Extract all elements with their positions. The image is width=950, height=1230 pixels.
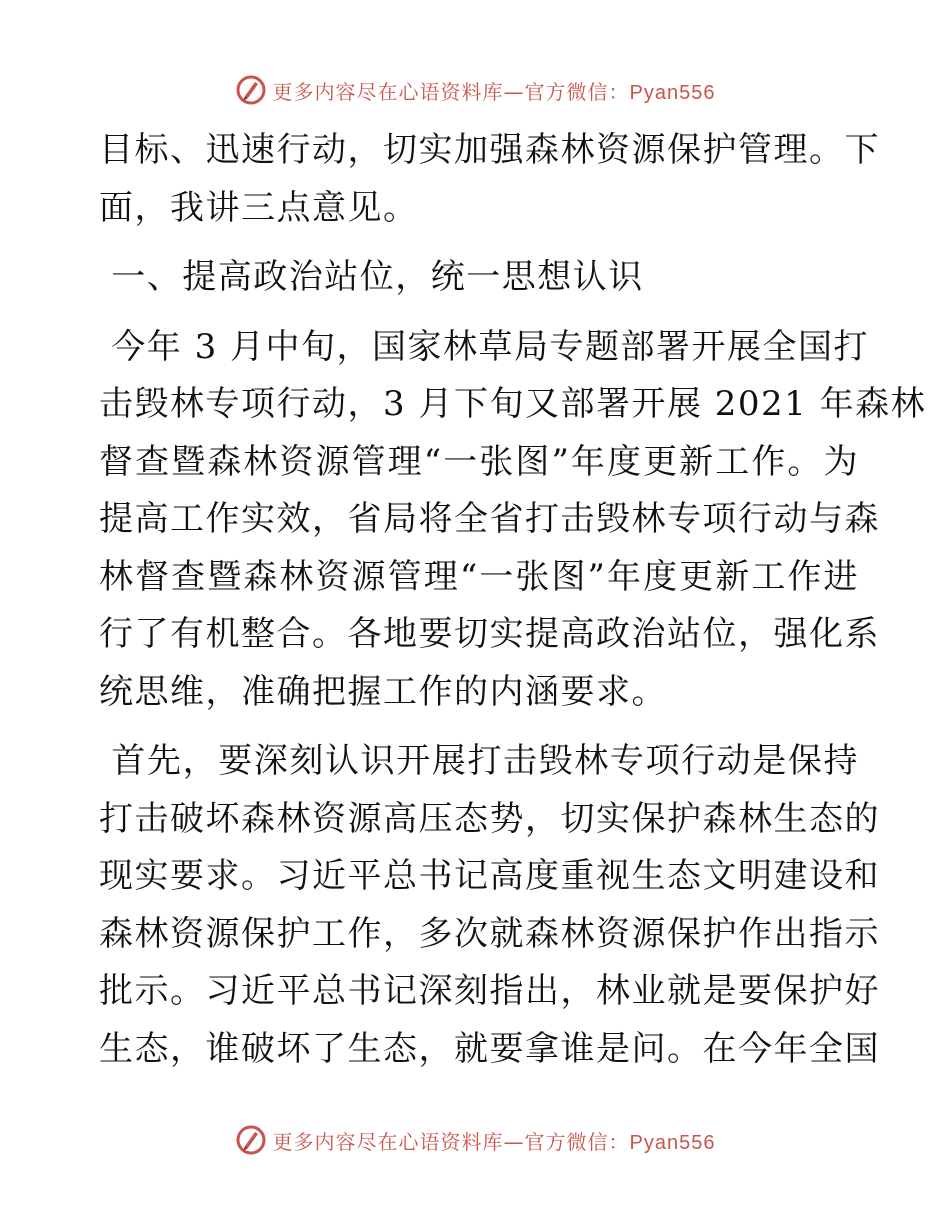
header-watermark xyxy=(0,70,950,110)
watermark-wechat-id: Pyan556 xyxy=(629,1131,716,1154)
text-line: 首先，要深刻认识开展打击毁林专项行动是保持 xyxy=(99,741,859,781)
text-line: 督查暨森林资源管理“一张图”年度更新工作。为 xyxy=(99,441,859,482)
paragraph-2 xyxy=(99,319,927,722)
logo-icon xyxy=(235,74,267,106)
text-line: 目标、迅速行动，切实加强森林资源保护管理。下 xyxy=(99,130,880,170)
watermark-main: 更多内容尽在心语资料库 xyxy=(272,1129,504,1154)
watermark-separator: — xyxy=(503,1129,525,1154)
watermark-text xyxy=(273,1126,716,1155)
document-body xyxy=(99,122,927,1078)
text-line: 击毁林专项行动，3 月下旬又部署开展 2021 年森林 xyxy=(99,384,927,424)
watermark-text xyxy=(273,76,716,105)
text-line: 林督查暨森林资源管理“一张图”年度更新工作进 xyxy=(99,556,859,597)
watermark-main: 更多内容尽在心语资料库 xyxy=(272,79,504,104)
text-line: 批示。习近平总书记深刻指出，林业就是要保护好 xyxy=(99,971,880,1011)
heading-text: 一、提高政治站位，统一思想认识 xyxy=(99,257,644,297)
text-line: 森林资源保护工作，多次就森林资源保护作出指示 xyxy=(99,913,880,954)
text-line: 打击破坏森林资源高压态势，切实保护森林生态的 xyxy=(99,798,880,839)
text-line: 提高工作实效，省局将全省打击毁林专项行动与森 xyxy=(99,499,880,539)
section-heading-1 xyxy=(99,249,859,307)
watermark-tail: 官方微信： xyxy=(524,1129,630,1154)
watermark-tail: 官方微信： xyxy=(524,79,630,104)
text-line: 生态，谁破坏了生态，就要拿谁是问。在今年全国 xyxy=(99,1028,880,1069)
logo-icon xyxy=(235,1124,267,1156)
watermark-wechat-id: Pyan556 xyxy=(629,81,716,104)
text-line: 统思维，准确把握工作的内涵要求。 xyxy=(99,671,667,712)
watermark-separator: — xyxy=(503,79,525,104)
text-line: 面，我讲三点意见。 xyxy=(99,187,419,228)
text-line: 行了有机整合。各地要切实提高政治站位，强化系 xyxy=(99,614,880,654)
paragraph-3 xyxy=(99,733,880,1078)
footer-watermark xyxy=(0,1120,950,1160)
text-line: 现实要求。习近平总书记高度重视生态文明建设和 xyxy=(99,856,880,896)
text-line: 今年 3 月中旬，国家林草局专题部署开展全国打 xyxy=(99,326,870,367)
paragraph-1 xyxy=(99,122,880,237)
